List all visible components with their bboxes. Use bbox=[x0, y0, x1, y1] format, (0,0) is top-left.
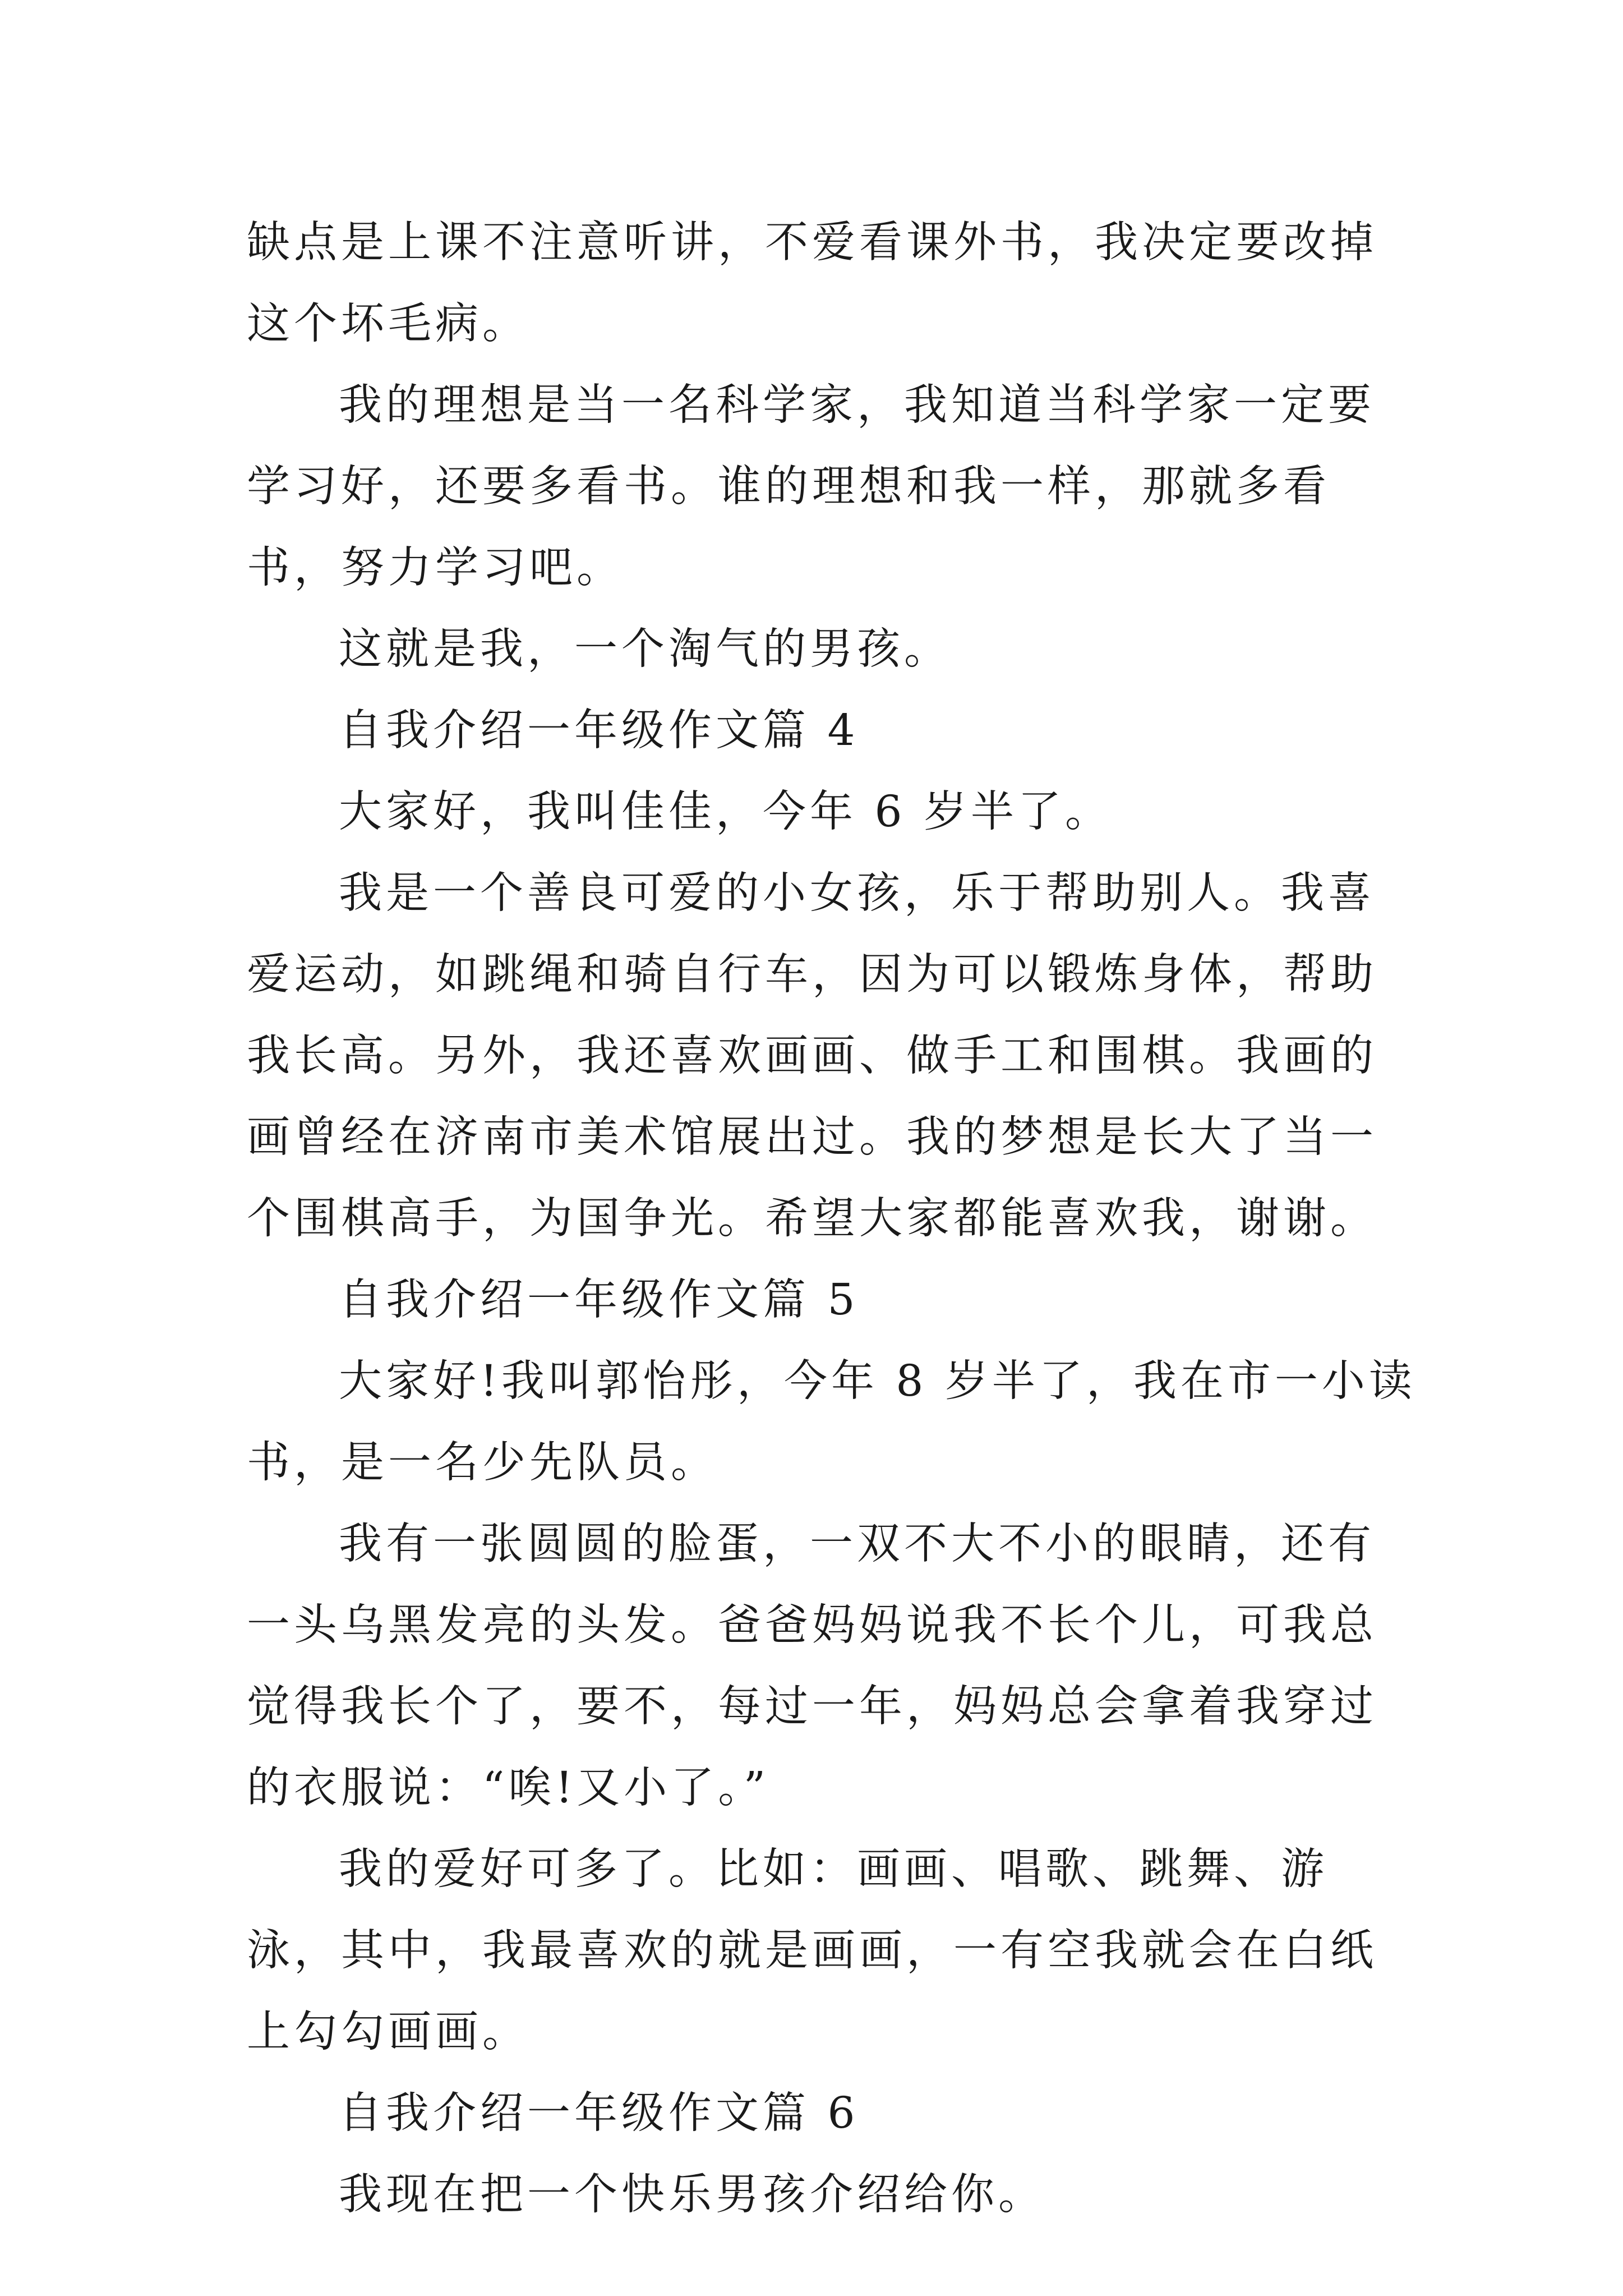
paragraph-3: 这就是我，一个淘气的男孩。 bbox=[339, 624, 951, 674]
section-heading-4: 自我介绍一年级作文篇 4 bbox=[339, 706, 859, 756]
paragraph-6: 我是一个善良可爱的小女孩，乐于帮助别人。我喜爱运动，如跳绳和骑自行车，因为可以锻炼身体，帮助我长高。另外，我还喜欢画画、做手工和围棋。我画的画曾经在济南市美术馆展出过。我的梦想是长大了当一个围棋高手，为国争光。希望大家都能喜欢我，谢谢。 bbox=[247, 868, 1377, 1244]
paragraph-5: 大家好，我叫佳佳，今年 6 岁半了。 bbox=[339, 787, 1112, 837]
paragraph-8: 大家好!我叫郭怡彤，今年 8 岁半了，我在市一小读书，是一名少先队员。 bbox=[247, 1356, 1416, 1488]
paragraph-9: 我有一张圆圆的脸蛋，一双不大不小的眼睛，还有一头乌黑发亮的头发。爸爸妈妈说我不长个儿，可我总觉得我长个了，要不，每过一年，妈妈总会拿着我穿过的衣服说：“唉!又小了。” bbox=[247, 1519, 1377, 1813]
section-heading-6: 自我介绍一年级作文篇 6 bbox=[339, 2088, 859, 2138]
paragraph-1: 缺点是上课不注意听讲，不爱看课外书，我决定要改掉这个坏毛病。 bbox=[247, 218, 1377, 349]
paragraph-10: 我的爱好可多了。比如：画画、唱歌、跳舞、游泳，其中，我最喜欢的就是画画，一有空我就会在白纸上勾勾画画。 bbox=[247, 1844, 1377, 2057]
paragraph-12: 我现在把一个快乐男孩介绍给你。 bbox=[339, 2170, 1045, 2220]
document-body bbox=[247, 202, 1419, 2235]
section-heading-5: 自我介绍一年级作文篇 5 bbox=[339, 1275, 859, 1325]
paragraph-2: 我的理想是当一名科学家，我知道当科学家一定要学习好，还要多看书。谁的理想和我一样，那就多看书，努力学习吧。 bbox=[247, 380, 1375, 593]
